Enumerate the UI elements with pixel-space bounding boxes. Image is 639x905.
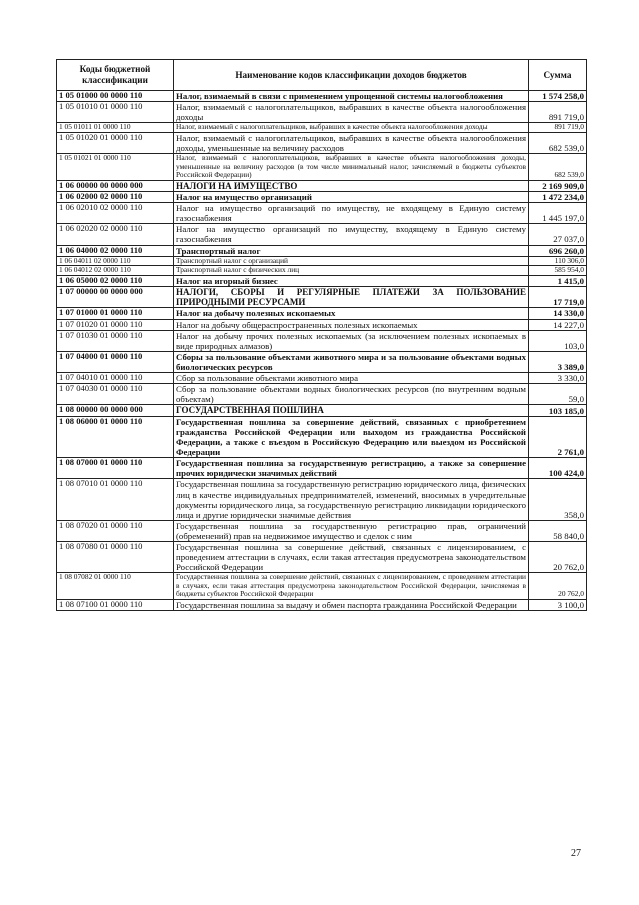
header-code: Коды бюджетной классификации xyxy=(57,60,174,91)
sum-cell: 682 539,0 xyxy=(529,154,587,181)
name-cell: Сборы за пользование объектами животного мира и за пользование объектами водных биологических ресурсов xyxy=(174,351,529,372)
sum-cell: 3 330,0 xyxy=(529,373,587,384)
code-cell: 1 06 04000 02 0000 110 xyxy=(57,245,174,256)
name-cell: Налог, взимаемый с налогоплательщиков, выбравших в качестве объекта налогообложения доходы xyxy=(174,102,529,123)
sum-cell: 17 719,0 xyxy=(529,286,587,308)
code-cell: 1 06 02010 02 0000 110 xyxy=(57,203,174,224)
sum-cell: 358,0 xyxy=(529,479,587,520)
sum-cell: 891 719,0 xyxy=(529,102,587,123)
code-cell: 1 07 01000 01 0000 110 xyxy=(57,308,174,319)
name-cell: Налог на добычу прочих полезных ископаемых (за исключением полезных ископаемых в виде природных алмазов) xyxy=(174,330,529,351)
sum-cell: 58 840,0 xyxy=(529,520,587,541)
table-header-row xyxy=(57,60,587,91)
name-cell: НАЛОГИ, СБОРЫ И РЕГУЛЯРНЫЕ ПЛАТЕЖИ ЗА ПОЛЬЗОВАНИЕ ПРИРОДНЫМИ РЕСУРСАМИ xyxy=(174,286,529,308)
code-cell: 1 06 04011 02 0000 110 xyxy=(57,256,174,266)
name-cell: Государственная пошлина за совершение действий, связанных с лицензированием, с проведением аттестации в случаях, если такая аттестация предусмотрена законодательством Российской Федерации, зачисляемая в бюджеты субъектов Российской Федерации xyxy=(174,573,529,600)
table-row xyxy=(57,573,587,600)
sum-cell: 1 415,0 xyxy=(529,275,587,286)
table-body xyxy=(57,91,587,611)
sum-cell: 20 762,0 xyxy=(529,542,587,573)
code-cell: 1 07 00000 00 0000 000 xyxy=(57,286,174,308)
name-cell: Государственная пошлина за совершение действий, связанных с лицензированием, с проведением аттестации в случаях, если такая аттестация предусмотрена законодательством Российской Федерации xyxy=(174,542,529,573)
code-cell: 1 08 07082 01 0000 110 xyxy=(57,573,174,600)
sum-cell: 3 389,0 xyxy=(529,351,587,372)
table-row xyxy=(57,286,587,308)
code-cell: 1 05 01020 01 0000 110 xyxy=(57,132,174,153)
table-row xyxy=(57,308,587,319)
table-row xyxy=(57,351,587,372)
code-cell: 1 07 04000 01 0000 110 xyxy=(57,351,174,372)
table-row xyxy=(57,458,587,479)
table-row xyxy=(57,479,587,520)
table-row xyxy=(57,203,587,224)
name-cell: Налог на имущество организаций по имуществу, входящему в Единую систему газоснабжения xyxy=(174,224,529,245)
name-cell: Налог, взимаемый с налогоплательщиков, выбравших в качестве объекта налогообложения доходы, уменьшенные на величину расходов (в том числе минимальный налог, зачисляемый в бюджеты субъектов Российской Федерации) xyxy=(174,154,529,181)
name-cell: Налог на добычу полезных ископаемых xyxy=(174,308,529,319)
code-cell: 1 08 07010 01 0000 110 xyxy=(57,479,174,520)
code-cell: 1 08 06000 01 0000 110 xyxy=(57,416,174,457)
table-row xyxy=(57,275,587,286)
name-cell: НАЛОГИ НА ИМУЩЕСТВО xyxy=(174,180,529,191)
table-row xyxy=(57,373,587,384)
code-cell: 1 08 00000 00 0000 000 xyxy=(57,405,174,416)
sum-cell: 103,0 xyxy=(529,330,587,351)
table-row xyxy=(57,191,587,202)
table-row xyxy=(57,102,587,123)
name-cell: Налог, взимаемый с налогоплательщиков, выбравших в качестве объекта налогообложения доходы, уменьшенные на величину расходов xyxy=(174,132,529,153)
table-row xyxy=(57,224,587,245)
name-cell: Сбор за пользование объектами животного мира xyxy=(174,373,529,384)
code-cell: 1 06 04012 02 0000 110 xyxy=(57,266,174,276)
sum-cell: 1 472 234,0 xyxy=(529,191,587,202)
code-cell: 1 07 04030 01 0000 110 xyxy=(57,384,174,405)
code-cell: 1 06 02000 02 0000 110 xyxy=(57,191,174,202)
sum-cell: 27 037,0 xyxy=(529,224,587,245)
code-cell: 1 06 02020 02 0000 110 xyxy=(57,224,174,245)
table-row xyxy=(57,180,587,191)
sum-cell: 891 719,0 xyxy=(529,123,587,133)
sum-cell: 100 424,0 xyxy=(529,458,587,479)
table-row xyxy=(57,520,587,541)
header-name: Наименование кодов классификации доходов бюджетов xyxy=(174,60,529,91)
code-cell: 1 07 04010 01 0000 110 xyxy=(57,373,174,384)
table-row xyxy=(57,266,587,276)
sum-cell: 103 185,0 xyxy=(529,405,587,416)
table-row xyxy=(57,319,587,330)
page-number: 27 xyxy=(571,848,581,859)
sum-cell: 20 762,0 xyxy=(529,573,587,600)
table-row xyxy=(57,330,587,351)
name-cell: Налог на имущество организаций xyxy=(174,191,529,202)
sum-cell: 59,0 xyxy=(529,384,587,405)
sum-cell: 696 260,0 xyxy=(529,245,587,256)
name-cell: Государственная пошлина за государственную регистрацию юридического лица, физических лиц в качестве индивидуальных предпринимателей, изменений, вносимых в учредительные документы юридического лица, за государственную регистрацию ликвидации юридического лица и другие юридически значимые действия xyxy=(174,479,529,520)
sum-cell: 1 445 197,0 xyxy=(529,203,587,224)
table-row xyxy=(57,245,587,256)
sum-cell: 2 169 909,0 xyxy=(529,180,587,191)
sum-cell: 1 574 258,0 xyxy=(529,91,587,102)
name-cell: Налог, взимаемый в связи с применением упрощенной системы налогообложения xyxy=(174,91,529,102)
name-cell: Транспортный налог xyxy=(174,245,529,256)
name-cell: Государственная пошлина за государственную регистрацию, а также за совершение прочих юридически значимых действий xyxy=(174,458,529,479)
name-cell: Налог на добычу общераспространенных полезных ископаемых xyxy=(174,319,529,330)
code-cell: 1 06 05000 02 0000 110 xyxy=(57,275,174,286)
header-sum: Сумма xyxy=(529,60,587,91)
name-cell: Транспортный налог с физических лиц xyxy=(174,266,529,276)
table-row xyxy=(57,384,587,405)
name-cell: ГОСУДАРСТВЕННАЯ ПОШЛИНА xyxy=(174,405,529,416)
name-cell: Государственная пошлина за выдачу и обмен паспорта гражданина Российской Федерации xyxy=(174,599,529,610)
name-cell: Транспортный налог с организаций xyxy=(174,256,529,266)
sum-cell: 110 306,0 xyxy=(529,256,587,266)
code-cell: 1 06 00000 00 0000 000 xyxy=(57,180,174,191)
name-cell: Налог на имущество организаций по имуществу, не входящему в Единую систему газоснабжения xyxy=(174,203,529,224)
table-row xyxy=(57,599,587,610)
code-cell: 1 05 01021 01 0000 110 xyxy=(57,154,174,181)
code-cell: 1 05 01000 00 0000 110 xyxy=(57,91,174,102)
code-cell: 1 08 07080 01 0000 110 xyxy=(57,542,174,573)
code-cell: 1 07 01030 01 0000 110 xyxy=(57,330,174,351)
code-cell: 1 07 01020 01 0000 110 xyxy=(57,319,174,330)
budget-revenue-table xyxy=(56,59,587,611)
sum-cell: 14 330,0 xyxy=(529,308,587,319)
sum-cell: 3 100,0 xyxy=(529,599,587,610)
name-cell: Государственная пошлина за государственную регистрацию прав, ограничений (обременений) прав на недвижимое имущество и сделок с ним xyxy=(174,520,529,541)
table-row xyxy=(57,123,587,133)
name-cell: Налог на игорный бизнес xyxy=(174,275,529,286)
name-cell: Сбор за пользование объектами водных биологических ресурсов (по внутренним водным объектам) xyxy=(174,384,529,405)
code-cell: 1 05 01010 01 0000 110 xyxy=(57,102,174,123)
table-row xyxy=(57,405,587,416)
code-cell: 1 08 07000 01 0000 110 xyxy=(57,458,174,479)
table-row xyxy=(57,416,587,457)
code-cell: 1 08 07020 01 0000 110 xyxy=(57,520,174,541)
table-row xyxy=(57,154,587,181)
table-row xyxy=(57,542,587,573)
sum-cell: 585 954,0 xyxy=(529,266,587,276)
code-cell: 1 08 07100 01 0000 110 xyxy=(57,599,174,610)
table-row xyxy=(57,132,587,153)
sum-cell: 14 227,0 xyxy=(529,319,587,330)
name-cell: Государственная пошлина за совершение действий, связанных с приобретением гражданства Российской Федерации или выходом из гражданства Российской Федерации, а также с въездом в Российскую Федерацию или выездом из Российской Федерации xyxy=(174,416,529,457)
table-row xyxy=(57,91,587,102)
table-row xyxy=(57,256,587,266)
code-cell: 1 05 01011 01 0000 110 xyxy=(57,123,174,133)
sum-cell: 2 761,0 xyxy=(529,416,587,457)
sum-cell: 682 539,0 xyxy=(529,132,587,153)
name-cell: Налог, взимаемый с налогоплательщиков, выбравших в качестве объекта налогообложения доходы xyxy=(174,123,529,133)
